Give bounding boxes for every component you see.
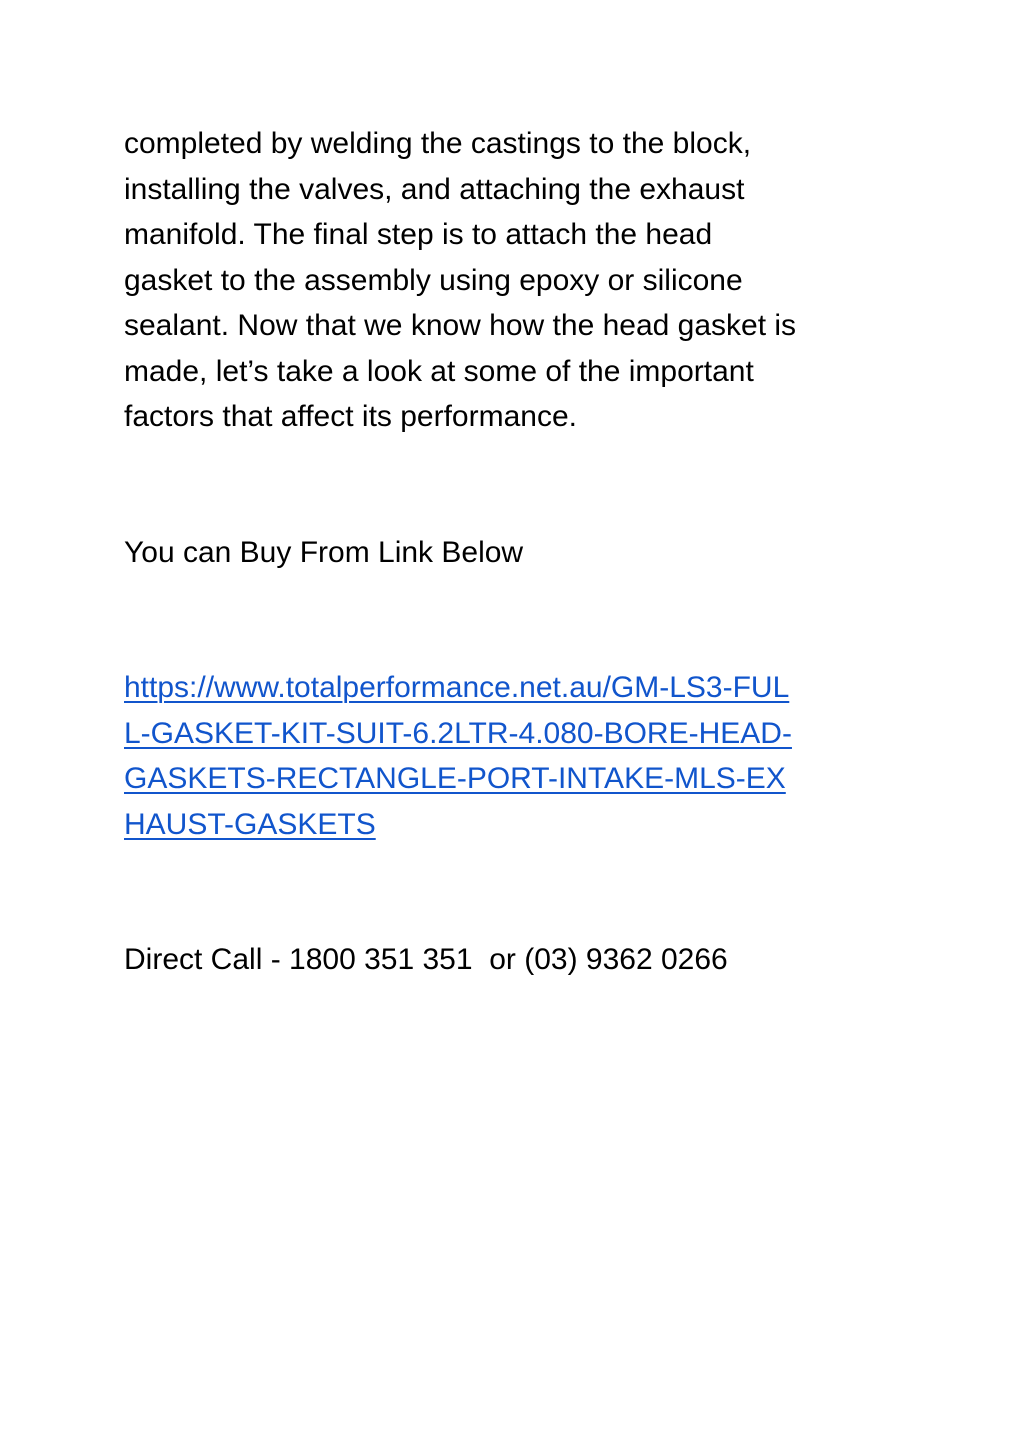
link-line[interactable]: L-GASKET-KIT-SUIT-6.2LTR-4.080-BORE-HEAD- — [124, 716, 792, 750]
body-line: gasket to the assembly using epoxy or silicone — [124, 263, 743, 297]
link-line[interactable]: GASKETS-RECTANGLE-PORT-INTAKE-MLS-EX — [124, 762, 786, 795]
link-line[interactable]: https://www.totalperformance.net.au/GM-LS3-FUL — [124, 671, 790, 704]
body-line: sealant. Now that we know how the head gasket is — [124, 309, 797, 342]
product-link[interactable] — [124, 665, 904, 847]
body-line: made, let’s take a look at some of the important — [124, 354, 754, 388]
contact-text: Direct Call - 1800 351 351 or (03) 9362 0266 — [124, 943, 728, 976]
document-page — [124, 121, 904, 983]
body-paragraph — [124, 121, 904, 440]
body-line: completed by welding the castings to the block, — [124, 127, 752, 160]
body-line: installing the valves, and attaching the exhaust — [124, 172, 745, 206]
link-line[interactable]: HAUST-GASKETS — [124, 807, 376, 841]
body-line: factors that affect its performance. — [124, 400, 577, 433]
body-line: manifold. The final step is to attach the head — [124, 218, 713, 251]
buy-text: You can Buy From Link Below — [124, 535, 524, 569]
